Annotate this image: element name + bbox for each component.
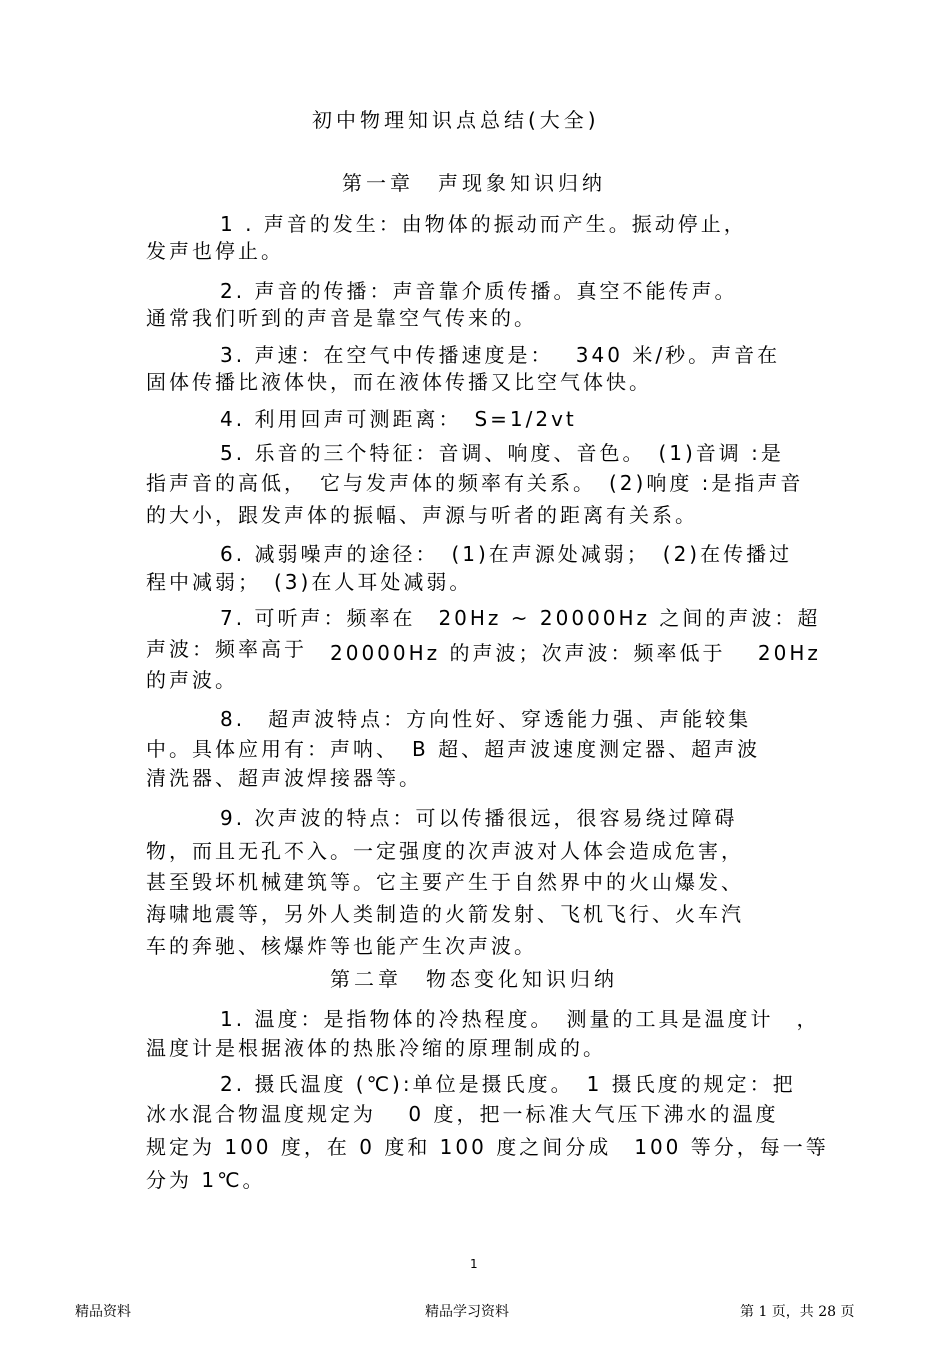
chapter-heading: 第一章 声现象知识归纳 <box>342 171 606 195</box>
chapter-heading: 第二章 物态变化知识归纳 <box>330 967 618 991</box>
paragraph-line: 9. 次声波的特点：可以传播很远，很容易绕过障碍 <box>220 806 738 830</box>
paragraph-line: 4. 利用回声可测距离： S=1/2vt <box>220 407 577 431</box>
paragraph-line: 海啸地震等，另外人类制造的火箭发射、飞机飞行、火车汽 <box>146 902 744 926</box>
page-number: 1 <box>470 1257 478 1271</box>
paragraph-line: 的大小，跟发声体的振幅、声源与听者的距离有关系。 <box>146 503 698 527</box>
paragraph-line: 20000Hz 的声波；次声波：频率低于 20Hz <box>330 641 821 665</box>
paragraph-line: 固体传播比液体快，而在液体传播又比空气体快。 <box>146 370 652 394</box>
paragraph-line: 8. 超声波特点：方向性好、穿透能力强、声能较集 <box>220 707 752 731</box>
paragraph-line: 温度计是根据液体的热胀冷缩的原理制成的。 <box>146 1036 606 1060</box>
paragraph-line: 程中减弱； (3)在人耳处减弱。 <box>146 570 473 594</box>
paragraph-line: 分为 1℃。 <box>146 1168 266 1192</box>
paragraph-line: 清洗器、超声波焊接器等。 <box>146 766 422 790</box>
document-title: 初中物理知识点总结(大全) <box>312 108 600 132</box>
paragraph-line: 规定为 100 度，在 0 度和 100 度之间分成 100 等分，每一等 <box>146 1135 829 1159</box>
paragraph-line: 3. 声速：在空气中传播速度是： 340 米/秒。声音在 <box>220 343 781 367</box>
paragraph-line: 1 . 声音的发生：由物体的振动而产生。振动停止， <box>220 212 747 236</box>
paragraph-line: 冰水混合物温度规定为 0 度，把一标准大气压下沸水的温度 <box>146 1102 779 1126</box>
paragraph-line: 6. 减弱噪声的途径： (1)在声源处减弱； (2)在传播过 <box>220 542 793 566</box>
footer-page-count: 第 1 页，共 28 页 <box>740 1304 855 1320</box>
paragraph-line: 车的奔驰、核爆炸等也能产生次声波。 <box>146 934 537 958</box>
paragraph-line: 的声波。 <box>146 668 238 692</box>
footer-center-label: 精品学习资料 <box>425 1304 509 1320</box>
paragraph-line: 物，而且无孔不入。一定强度的次声波对人体会造成危害， <box>146 839 744 863</box>
paragraph-line: 5. 乐音的三个特征：音调、响度、音色。 (1)音调 :是 <box>220 441 784 465</box>
paragraph-line: 发声也停止。 <box>146 239 284 263</box>
footer-left-label: 精品资料 <box>75 1304 131 1320</box>
paragraph-line: 2. 声音的传播：声音靠介质传播。真空不能传声。 <box>220 279 738 303</box>
paragraph-line: 通常我们听到的声音是靠空气传来的。 <box>146 306 537 330</box>
paragraph-line: 甚至毁坏机械建筑等。它主要产生于自然界中的火山爆发、 <box>146 870 744 894</box>
paragraph-line: 2. 摄氏温度 (℃):单位是摄氏度。 1 摄氏度的规定：把 <box>220 1072 796 1096</box>
paragraph-line: 中。具体应用有：声呐、 B 超、超声波速度测定器、超声波 <box>146 737 761 761</box>
paragraph-line: 指声音的高低， 它与发声体的频率有关系。 (2)响度 :是指声音 <box>146 471 804 495</box>
paragraph-line: 7. 可听声：频率在 20Hz ~ 20000Hz 之间的声波：超 <box>220 606 821 630</box>
paragraph-line: 声波：频率高于 <box>146 637 307 661</box>
paragraph-line: 1. 温度：是指物体的冷热程度。 测量的工具是温度计 ， <box>220 1007 820 1031</box>
